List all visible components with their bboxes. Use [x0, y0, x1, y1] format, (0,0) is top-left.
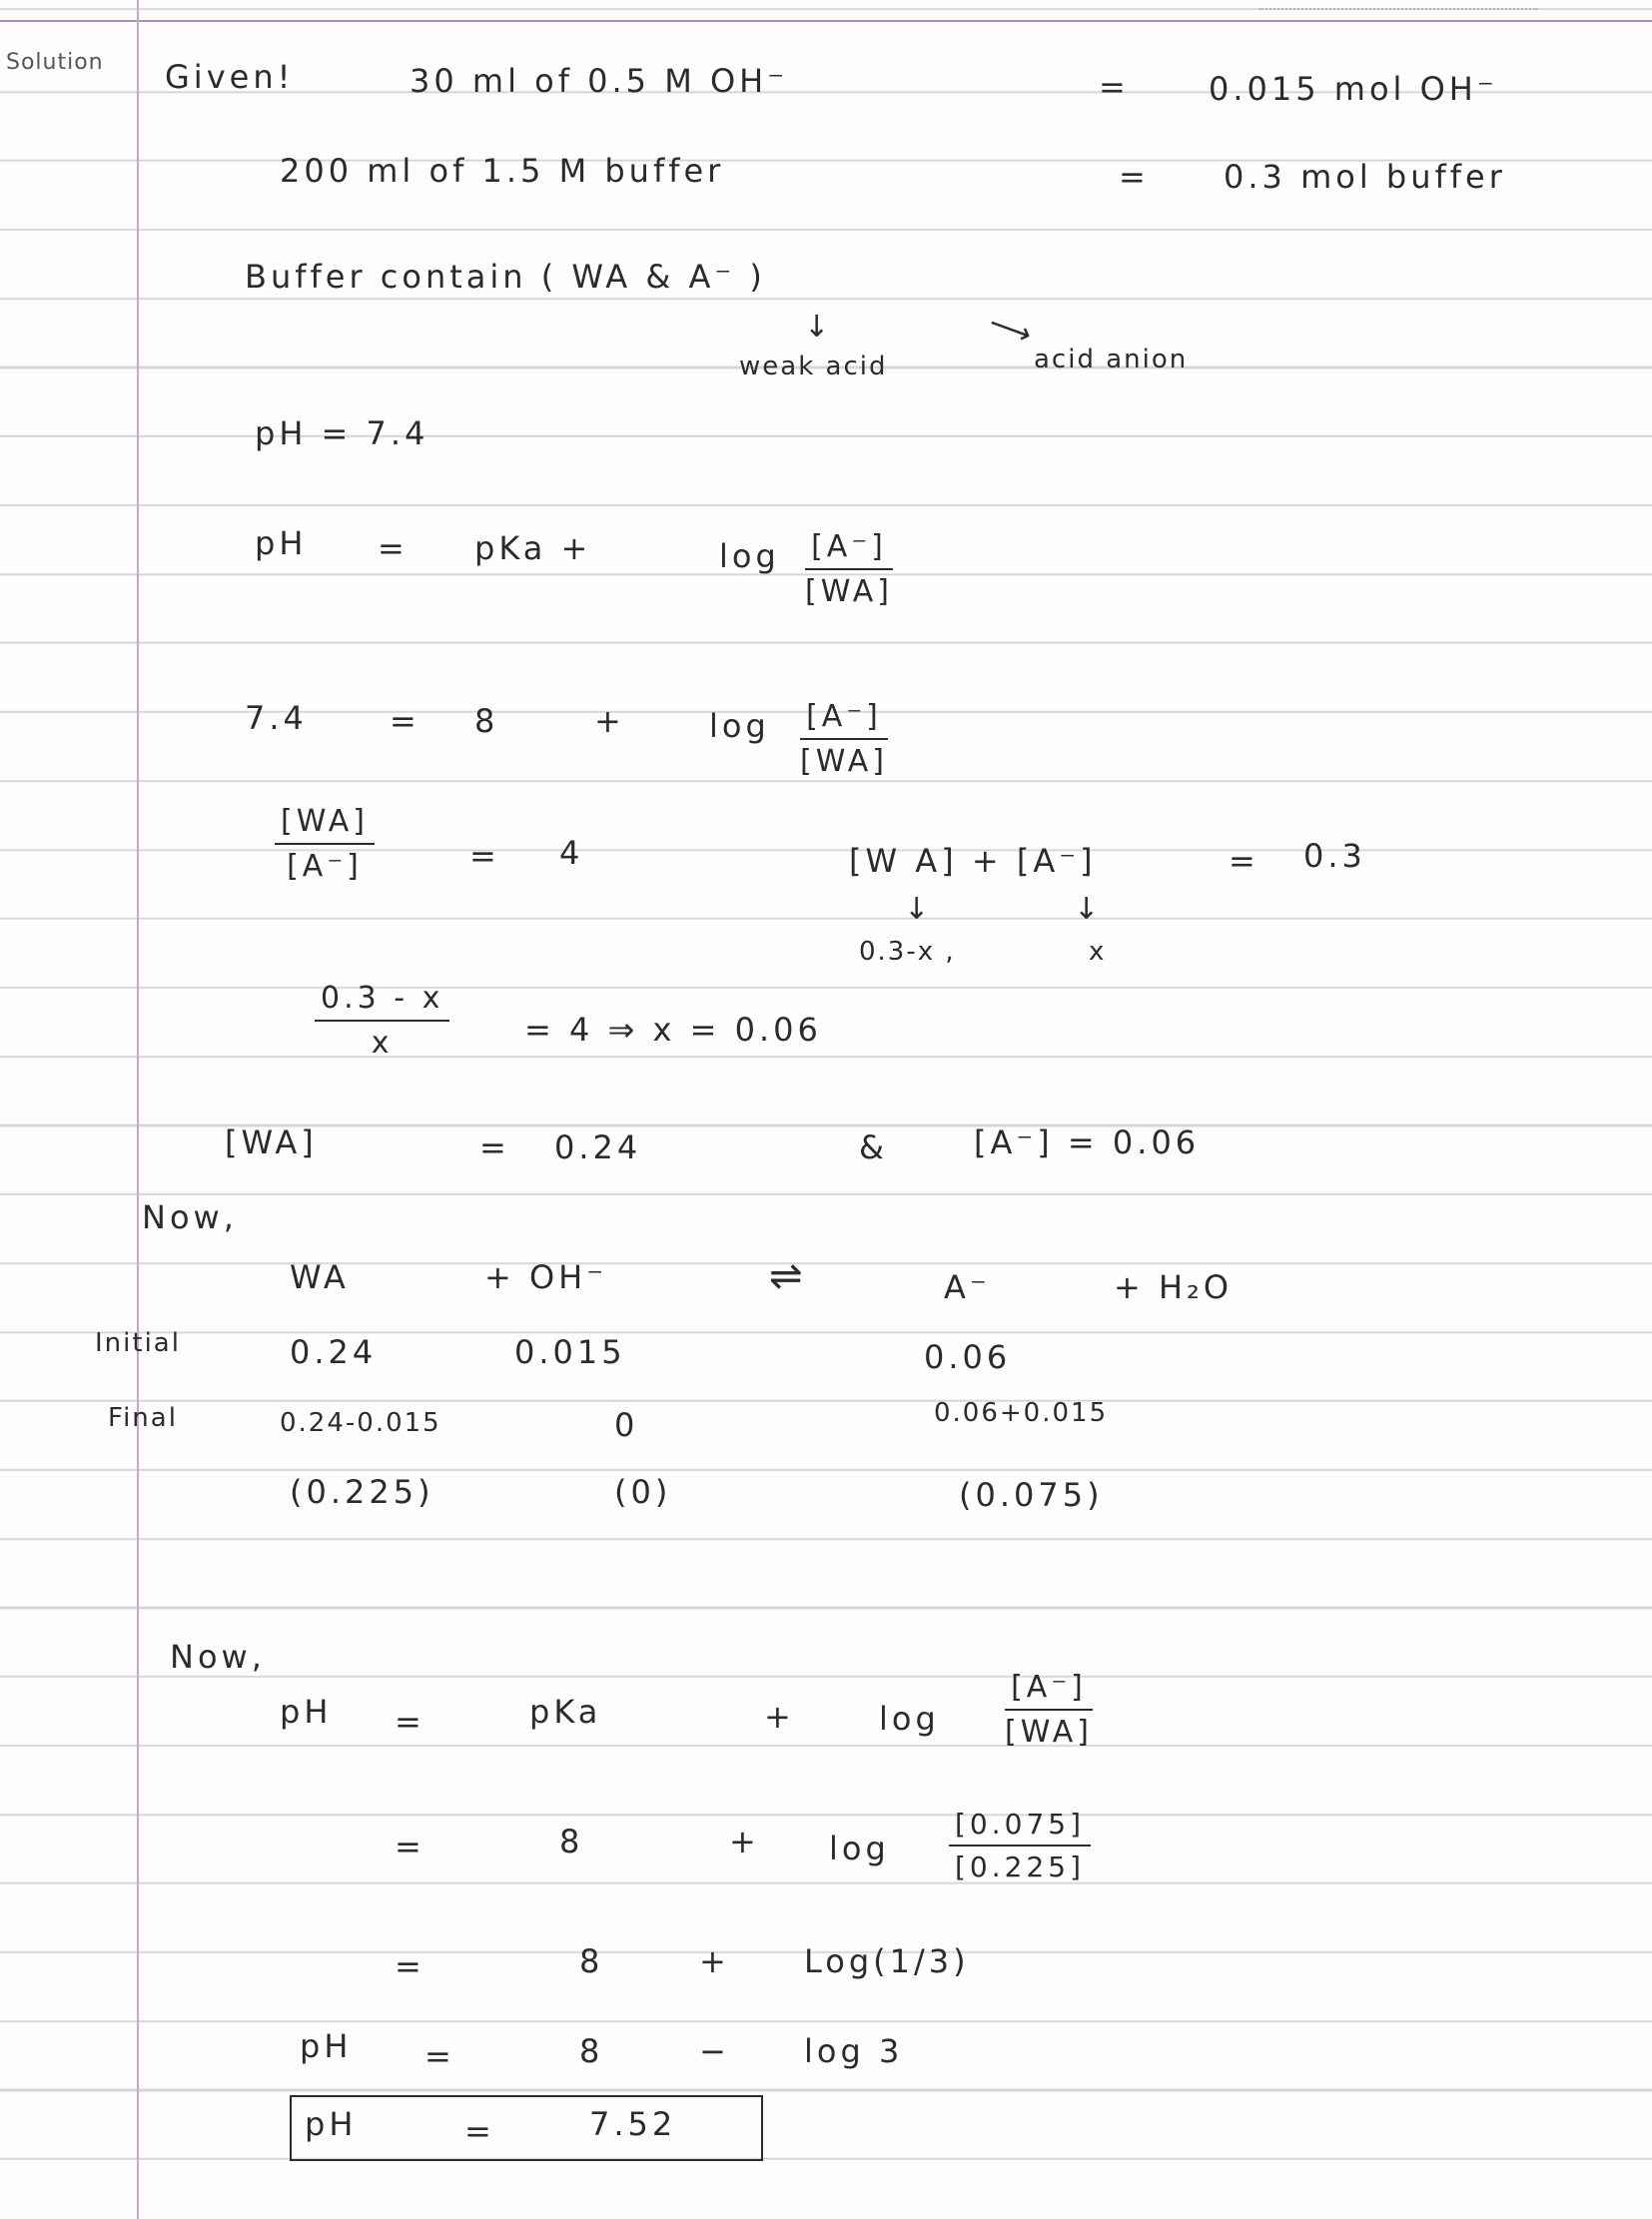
final-eight2: 8 — [559, 1823, 584, 1860]
final-oh: 0 — [614, 1406, 639, 1444]
answer-eq: = — [464, 2112, 495, 2150]
answer-ph: pH — [305, 2105, 358, 2143]
sub-plus: + — [594, 702, 625, 740]
margin-line — [137, 0, 139, 2219]
sum-eq: = — [1229, 842, 1259, 880]
now-label-1: Now, — [142, 1198, 238, 1236]
final-eight3: 8 — [579, 1942, 604, 1980]
sub-eq: = — [390, 702, 420, 740]
hh-mid: pKa + — [474, 529, 592, 567]
ph-given: pH = 7.4 — [255, 414, 429, 452]
sub-fraction — [794, 699, 894, 779]
solve-num: 0.3 - x — [315, 981, 449, 1022]
final-oh-result: (0) — [614, 1473, 672, 1511]
ratio-den: [A⁻] — [287, 849, 363, 884]
final-num2: [0.075] — [949, 1808, 1091, 1847]
final-fraction-2 — [949, 1808, 1091, 1883]
now-label-2: Now, — [170, 1638, 266, 1676]
final-plus1: + — [764, 1698, 795, 1736]
final-log1: log — [879, 1700, 940, 1738]
final-a: 0.06+0.015 — [934, 1398, 1109, 1428]
sub-lhs: 7.4 — [245, 699, 308, 737]
sub-num: [A⁻] — [800, 699, 888, 740]
final-eq1: = — [395, 1703, 425, 1741]
sub-mid: 8 — [474, 702, 499, 740]
right-arrow-icon: ⟶ — [984, 305, 1037, 354]
answer-box — [290, 2095, 763, 2161]
top-rule — [0, 20, 1652, 22]
sum-val: 0.3 — [1303, 837, 1366, 875]
answer-value: 7.52 — [589, 2105, 677, 2143]
page-corner-mark — [1258, 0, 1538, 10]
sub-den: [WA] — [800, 744, 888, 779]
given-line2-left: 200 ml of 1.5 M buffer — [280, 152, 725, 190]
final-log4: log 3 — [804, 2032, 904, 2070]
given-line2-eq: = — [1119, 158, 1150, 196]
final-minus4: − — [699, 2032, 730, 2070]
final-fraction-1 — [999, 1670, 1099, 1750]
given-line1-right: 0.015 mol OH⁻ — [1209, 70, 1498, 108]
equilibrium-arrow-icon: ⇌ — [769, 1253, 807, 1299]
hh-eq: = — [378, 529, 409, 567]
final-log3: Log(1/3) — [804, 1942, 970, 1980]
initial-label: Initial — [95, 1328, 181, 1358]
wa-down-arrow-icon: ↓ — [904, 892, 930, 927]
final-eq4: = — [424, 2037, 455, 2075]
final-den1: [WA] — [1005, 1715, 1093, 1750]
final-plus2: + — [729, 1823, 760, 1860]
given-label: Given! — [165, 58, 295, 96]
final-num1: [A⁻] — [1005, 1670, 1093, 1711]
final-eight4: 8 — [579, 2032, 604, 2070]
final-wa: 0.24-0.015 — [280, 1408, 441, 1438]
down-arrow-icon: ↓ — [804, 310, 830, 345]
conc-amp: & — [859, 1128, 888, 1166]
given-line1-eq: = — [1099, 68, 1130, 106]
solve-den: x — [371, 1026, 394, 1061]
wa-expr: 0.3-x , — [859, 937, 956, 967]
final-a-result: (0.075) — [959, 1476, 1104, 1514]
weak-acid-note: weak acid — [739, 352, 888, 381]
margin-label: Solution — [6, 50, 104, 75]
hh-lhs: pH — [255, 524, 308, 562]
initial-a: 0.06 — [924, 1338, 1012, 1376]
given-line1-left: 30 ml of 0.5 M OH⁻ — [410, 62, 789, 100]
ratio-fraction — [275, 804, 375, 884]
final-lhs: pH — [280, 1693, 333, 1731]
sub-log: log — [709, 707, 770, 745]
hh-log: log — [719, 537, 780, 575]
final-ph4: pH — [300, 2027, 353, 2065]
anion-note: acid anion — [1034, 345, 1189, 374]
hh-den: [WA] — [805, 574, 893, 609]
ratio-num: [WA] — [275, 804, 375, 845]
reaction-oh: + OH⁻ — [484, 1258, 608, 1296]
buffer-text: Buffer contain ( WA & A⁻ ) — [245, 258, 766, 296]
final-plus3: + — [699, 1942, 730, 1980]
initial-oh: 0.015 — [514, 1333, 626, 1371]
sum-text: [W A] + [A⁻] — [849, 842, 1097, 880]
final-pka: pKa — [529, 1693, 602, 1731]
hh-num: [A⁻] — [805, 529, 893, 570]
conc-a: [A⁻] = 0.06 — [974, 1123, 1201, 1161]
solve-rhs: = 4 ⇒ x = 0.06 — [524, 1011, 822, 1049]
solve-fraction — [315, 981, 449, 1061]
conc-wa-val: 0.24 — [554, 1128, 642, 1166]
reaction-water: + H₂O — [1114, 1268, 1234, 1306]
final-label: Final — [108, 1403, 178, 1433]
initial-wa: 0.24 — [290, 1333, 378, 1371]
given-line2-right: 0.3 mol buffer — [1224, 158, 1506, 196]
a-expr: x — [1089, 937, 1107, 967]
a-down-arrow-icon: ↓ — [1074, 892, 1100, 927]
final-wa-result: (0.225) — [290, 1473, 434, 1511]
ratio-val: 4 — [559, 834, 584, 872]
conc-wa: [WA] — [225, 1123, 318, 1161]
reaction-a: A⁻ — [944, 1268, 991, 1306]
hh-fraction — [799, 529, 899, 609]
ratio-eq: = — [469, 837, 500, 875]
conc-eq: = — [479, 1128, 510, 1166]
final-eq2: = — [395, 1828, 425, 1865]
reaction-wa: WA — [290, 1258, 350, 1296]
final-eq3: = — [395, 1947, 425, 1985]
final-log2: log — [829, 1830, 890, 1867]
final-den2: [0.225] — [955, 1850, 1086, 1883]
